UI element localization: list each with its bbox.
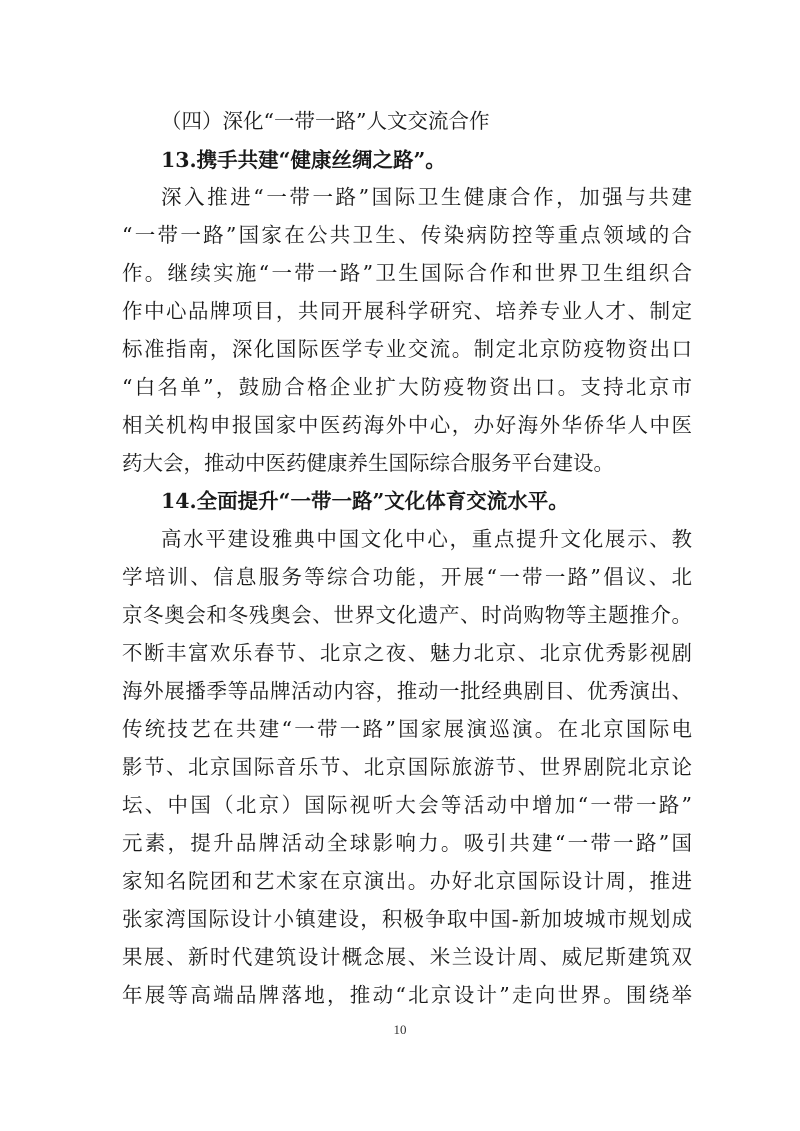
paragraph-line: 深入推进“一带一路”国际卫生健康合作，加强与共建 — [161, 185, 692, 209]
paragraph-line: 不断丰富欢乐春节、北京之夜、魅力北京、北京优秀影视剧 — [122, 641, 692, 665]
page-number: 10 — [393, 1022, 407, 1037]
paragraph-line: 京冬奥会和冬残奥会、世界文化遗产、时尚购物等主题推介。 — [122, 603, 692, 627]
paragraph-line: 传统技艺在共建“一带一路”国家展演巡演。在北京国际电 — [122, 717, 692, 741]
paragraph-line: 影节、北京国际音乐节、北京国际旅游节、世界剧院北京论 — [122, 755, 692, 779]
paragraph-line: 家知名院团和艺术家在京演出。办好北京国际设计周，推进 — [122, 869, 692, 893]
item-14-title: 14.全面提升“一带一路”文化体育交流水平。 — [161, 489, 569, 513]
paragraph-line: 作。继续实施“一带一路”卫生国际合作和世界卫生组织合 — [122, 261, 692, 285]
section-heading: （四）深化“一带一路”人文交流合作 — [161, 109, 490, 133]
paragraph-line: 药大会，推动中医药健康养生国际综合服务平台建设。 — [122, 451, 614, 475]
paragraph-line: 高水平建设雅典中国文化中心，重点提升文化展示、教 — [161, 527, 692, 551]
paragraph-line: 学培训、信息服务等综合功能，开展“一带一路”倡议、北 — [122, 565, 692, 589]
paragraph-line: 相关机构申报国家中医药海外中心，办好海外华侨华人中医 — [122, 413, 692, 437]
paragraph-line: 元素，提升品牌活动全球影响力。吸引共建“一带一路”国 — [122, 831, 692, 855]
item-13-title: 13.携手共建“健康丝绸之路”。 — [161, 148, 446, 172]
paragraph-line: “白名单”，鼓励合格企业扩大防疫物资出口。支持北京市 — [122, 375, 692, 399]
paragraph-line: 果展、新时代建筑设计概念展、米兰设计周、威尼斯建筑双 — [122, 945, 692, 969]
paragraph-line: 标准指南，深化国际医学专业交流。制定北京防疫物资出口 — [122, 337, 692, 361]
paragraph-line: “一带一路”国家在公共卫生、传染病防控等重点领域的合 — [122, 223, 692, 247]
paragraph-line: 年展等高端品牌落地，推动“北京设计”走向世界。围绕举 — [122, 983, 692, 1007]
paragraph-line: 海外展播季等品牌活动内容，推动一批经典剧目、优秀演出、 — [122, 679, 692, 703]
paragraph-line: 作中心品牌项目，共同开展科学研究、培养专业人才、制定 — [122, 299, 692, 323]
paragraph-line: 张家湾国际设计小镇建设，积极争取中国-新加坡城市规划成 — [122, 907, 692, 931]
paragraph-line: 坛、中国（北京）国际视听大会等活动中增加“一带一路” — [122, 793, 692, 817]
